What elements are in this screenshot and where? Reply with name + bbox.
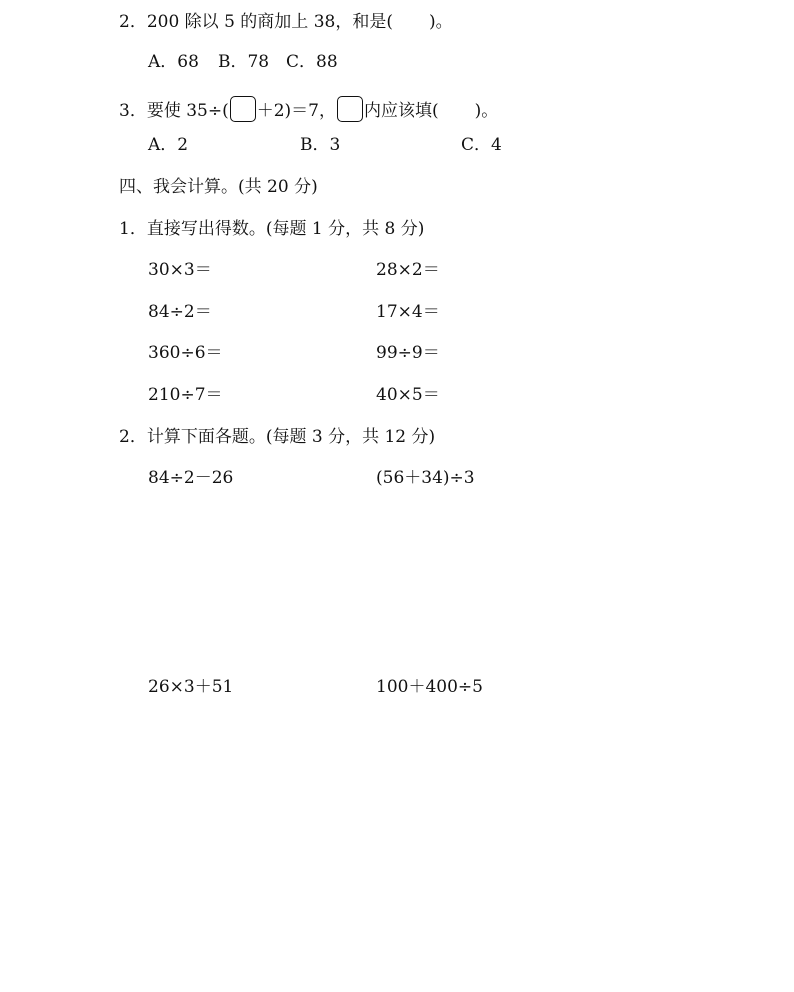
q3-option-c: C．4	[461, 135, 502, 155]
question-3-stem-c: 内应该填(	[364, 101, 439, 121]
section-4-title: 四、我会计算。(共 20 分)	[119, 177, 318, 197]
oral-item: 17×4＝	[376, 302, 440, 322]
part-1-title: 1．直接写出得数。(每题 1 分，共 8 分)	[119, 219, 425, 239]
question-2-stem: 2．200 除以 5 的商加上 38，和是(	[119, 12, 393, 32]
oral-item: 84÷2＝	[148, 302, 212, 322]
question-2-close: )。	[428, 12, 453, 32]
question-3	[119, 96, 498, 122]
question-3-stem-a: 3．要使 35÷(	[119, 101, 229, 121]
calc-item: 84÷2－26	[148, 468, 234, 488]
oral-item: 210÷7＝	[148, 385, 223, 405]
question-3-close: )。	[474, 101, 499, 121]
calc-item: 100＋400÷5	[376, 677, 483, 697]
empty-square-box	[337, 96, 363, 122]
question-2	[119, 11, 453, 33]
part-2-title: 2．计算下面各题。(每题 3 分，共 12 分)	[119, 427, 436, 447]
q2-option-b: B．78	[218, 52, 270, 72]
oral-item: 30×3＝	[148, 260, 212, 280]
oral-item: 360÷6＝	[148, 343, 223, 363]
oral-item: 99÷9＝	[376, 343, 440, 363]
calc-item: 26×3＋51	[148, 677, 234, 697]
oral-item: 40×5＝	[376, 385, 440, 405]
question-3-stem-b: ＋2)＝7，	[256, 101, 336, 121]
calc-item: (56＋34)÷3	[376, 468, 475, 488]
empty-square-box	[230, 96, 256, 122]
q2-option-a: A．68	[148, 52, 199, 72]
q2-option-c: C．88	[286, 52, 338, 72]
q3-option-a: A．2	[148, 135, 189, 155]
q3-option-b: B．3	[300, 135, 341, 155]
oral-item: 28×2＝	[376, 260, 440, 280]
